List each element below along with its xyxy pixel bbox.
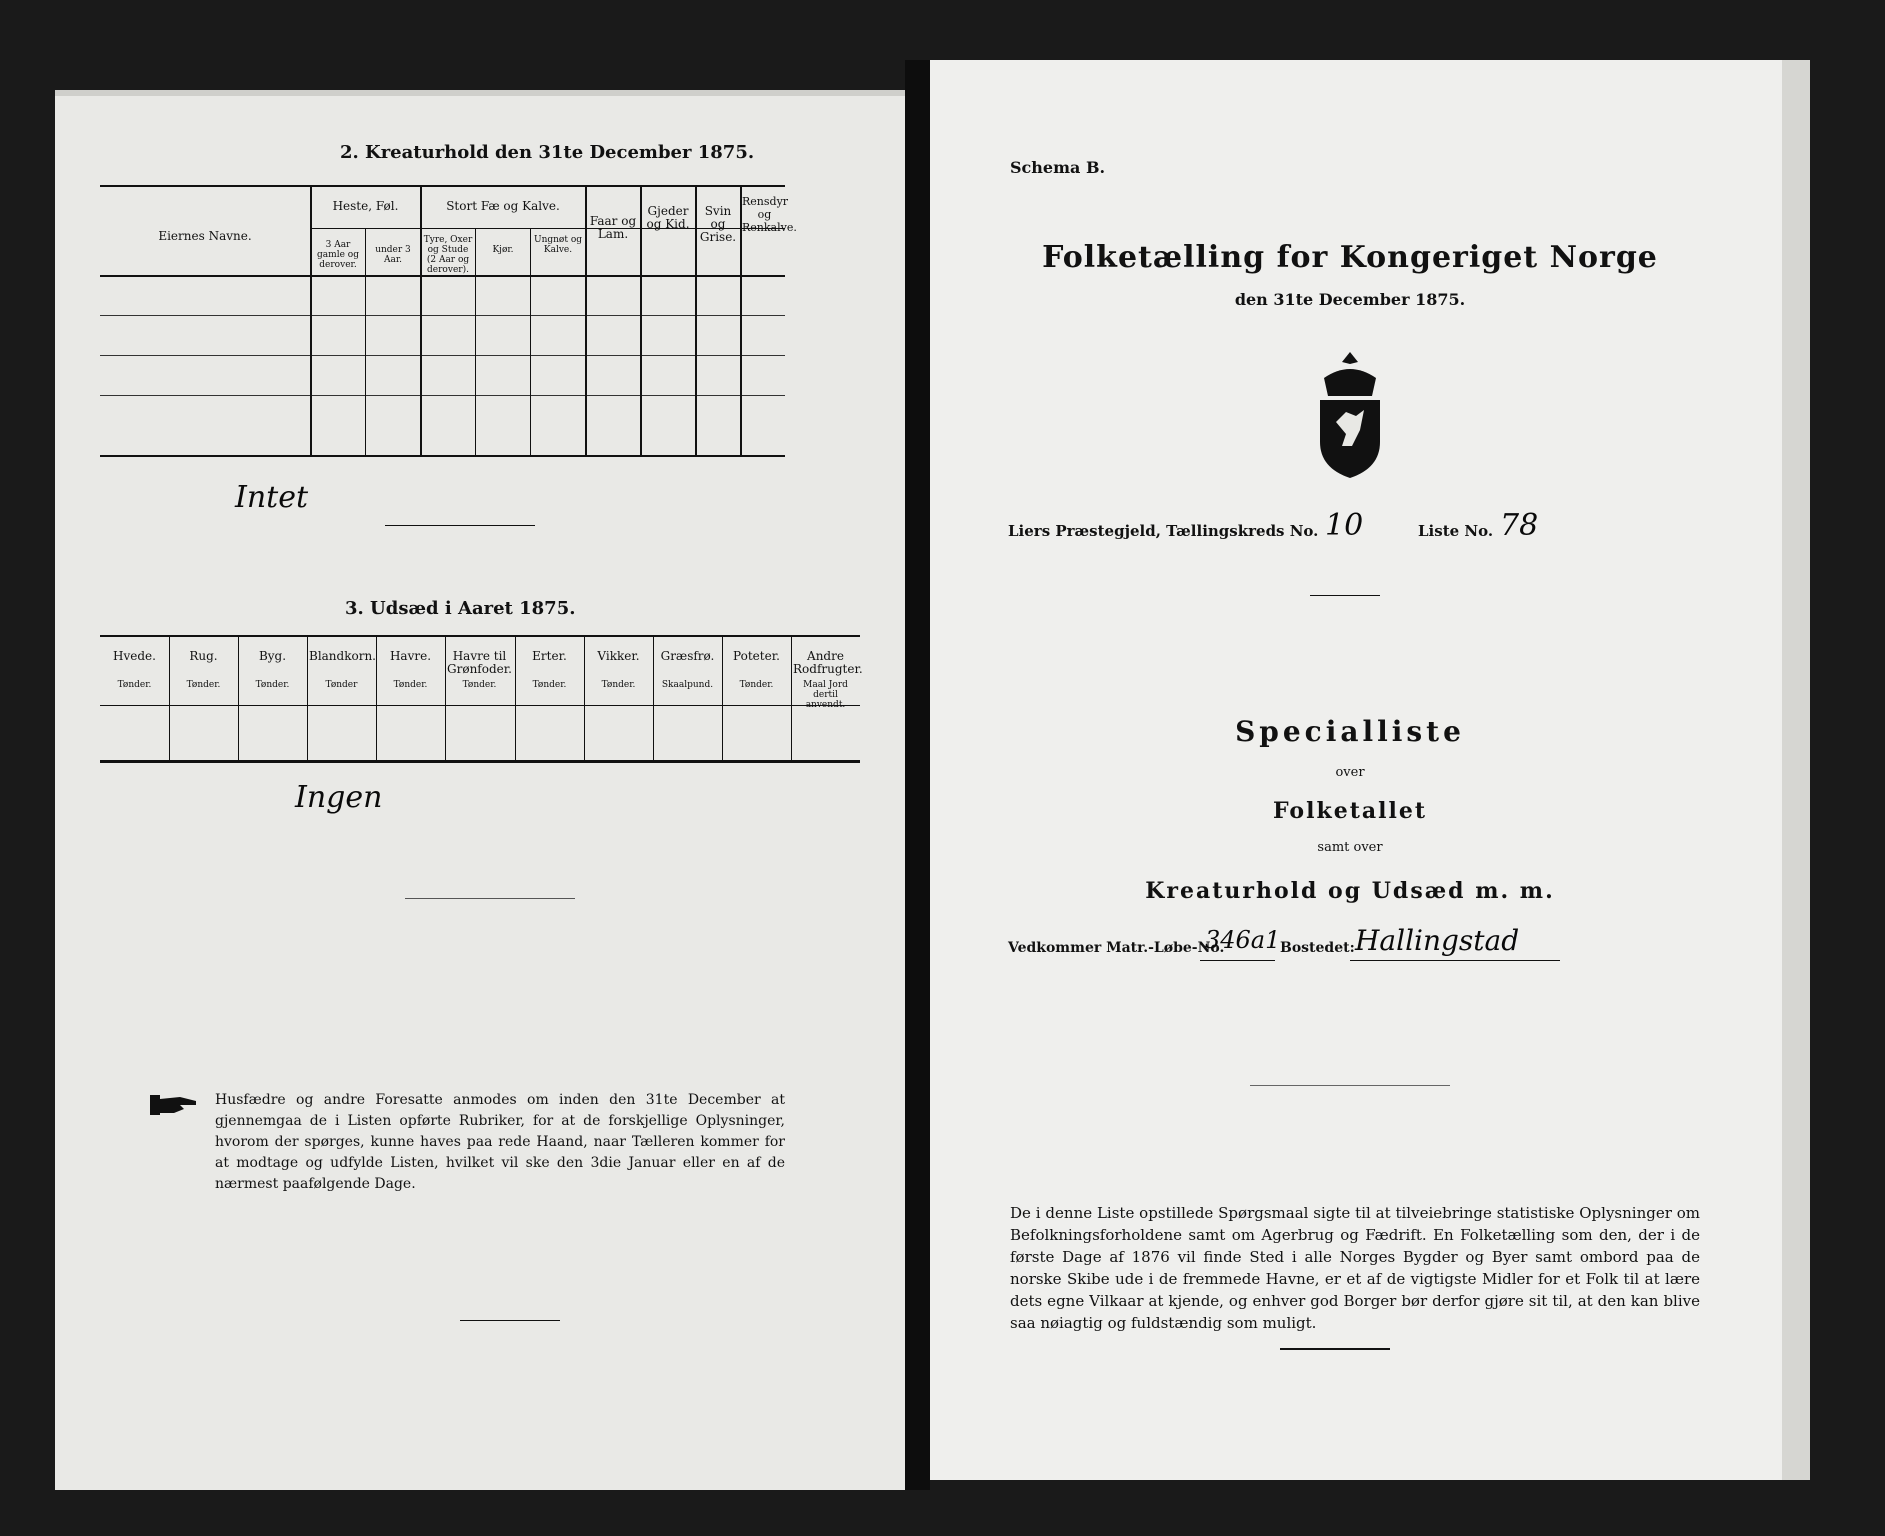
table2-col-divider — [475, 228, 476, 457]
table3-col-divider — [445, 635, 446, 763]
table3-col-divider — [307, 635, 308, 763]
underline — [1350, 960, 1560, 961]
table3-header-rule — [100, 705, 860, 706]
table3-col-unit: Tønder. — [117, 680, 152, 690]
liste-label: Liste No. — [1418, 522, 1494, 540]
horses-young-header: under 3 Aar. — [375, 245, 411, 265]
horses-group-header: Heste, Føl. — [332, 199, 399, 213]
over-text: over — [1335, 765, 1365, 780]
table3-col-divider — [238, 635, 239, 763]
table3-col-unit: Tønder. — [739, 680, 774, 690]
page-edge — [1782, 60, 1810, 1480]
schema-label: Schema B. — [1010, 158, 1106, 177]
table3-col-unit: Tønder. — [601, 680, 636, 690]
table3-col-name: Hvede. — [113, 649, 156, 663]
reindeer-header: Rensdyr og Renkalve. — [742, 195, 797, 234]
liste-number: 78 — [1500, 508, 1539, 543]
separator-rule — [1280, 1348, 1390, 1350]
table3-col-name: Græsfrø. — [660, 649, 715, 663]
table2-col-divider — [530, 228, 531, 457]
book-binding — [905, 60, 930, 1490]
table3-col-unit: Tønder. — [462, 680, 497, 690]
section3-title: 3. Udsæd i Aaret 1875. — [345, 598, 576, 619]
table3-col-unit: Skaalpund. — [661, 680, 714, 690]
table3-col-unit: Maal Jord dertil anvendt. — [803, 680, 848, 710]
coat-of-arms-icon — [1312, 350, 1388, 484]
table2-row-line — [100, 395, 785, 396]
matr-label: Vedkommer Matr.-Løbe-No. — [1008, 940, 1225, 956]
horses-old-header: 3 Aar gamle og derover. — [317, 240, 359, 270]
bulls-header: Tyre, Oxer og Stude (2 Aar og derover). — [423, 235, 473, 275]
table3-col-divider — [653, 635, 654, 763]
goats-header: Gjeder og Kid. — [646, 204, 690, 231]
cows-header: Kjør. — [492, 245, 514, 255]
kreds-number: 10 — [1325, 508, 1364, 543]
calves-header: Ungnøt og Kalve. — [533, 235, 582, 255]
right-page — [930, 60, 1810, 1480]
explanation-paragraph: De i denne Liste opstillede Spørgsmaal sigte til at tilveiebringe statistiske Oplysninger om Befolkningsforholdene samt om Agerbrug og Fædrift. En Folketælling som den, der i de første Dage af 1876 vil finde Sted i alle Norges Bygder og Byer samt ombord paa de norske Skibe ude i de fremmede Havne, er et af de vigtigste Midler for et Folk til at lære dets egne Vilkaar at kjende, og enhver god Borger bør derfor gjøre sit til, at den kan blive saa nøiagtig og fuldstændig som muligt. — [1010, 1204, 1700, 1332]
specialliste-heading: Specialliste — [1235, 715, 1465, 748]
cattle-group-header: Stort Fæ og Kalve. — [446, 199, 560, 213]
table3-col-divider — [376, 635, 377, 763]
table2-bottom-rule — [100, 455, 785, 457]
handwritten-ingen: Ingen — [295, 780, 383, 815]
table3-col-name: Havre. — [389, 649, 432, 663]
table2-col-divider — [310, 185, 312, 457]
table3-col-name: Poteter. — [733, 649, 780, 663]
table3-col-name: Blandkorn. — [309, 649, 376, 663]
main-title: Folketælling for Kongeriget Norge — [1042, 240, 1658, 275]
separator-rule — [405, 898, 575, 899]
section2-title: 2. Kreaturhold den 31te December 1875. — [340, 142, 755, 163]
sheep-header: Faar og Lam. — [589, 214, 637, 241]
parish-label: Liers Præstegjeld, Tællingskreds No. — [1008, 522, 1319, 540]
table2-row-line — [100, 315, 785, 316]
left-page — [55, 90, 905, 1490]
owner-col-header: Eiernes Navne. — [158, 229, 252, 243]
table2-col-divider — [420, 185, 422, 457]
table2-row-line — [100, 355, 785, 356]
separator-rule — [385, 525, 535, 526]
table3-bottom-rule — [100, 760, 860, 763]
bosted-label: Bostedet: — [1280, 940, 1355, 956]
pigs-header: Svin og Grise. — [699, 204, 737, 244]
table3-col-divider — [169, 635, 170, 763]
underline — [1200, 960, 1275, 961]
separator-rule — [1250, 1085, 1450, 1086]
table3-col-divider — [515, 635, 516, 763]
table3-col-name: Erter. — [532, 649, 567, 663]
table2-top-rule — [100, 185, 785, 187]
table3-col-name: Vikker. — [597, 649, 640, 663]
table3-col-name: Andre Rodfrugter. — [793, 649, 863, 676]
kreaturhold-heading: Kreaturhold og Udsæd m. m. — [1145, 878, 1555, 904]
table3-col-unit: Tønder. — [186, 680, 221, 690]
table3-col-unit: Tønder. — [393, 680, 428, 690]
table3-top-rule — [100, 635, 860, 637]
separator-rule — [1310, 595, 1380, 596]
table3-col-divider — [791, 635, 792, 763]
separator-rule — [460, 1320, 560, 1321]
table2-col-divider — [640, 185, 642, 457]
table2-header-rule — [100, 275, 785, 277]
bosted-value: Hallingstad — [1355, 924, 1520, 957]
handwritten-intet: Intet — [235, 480, 309, 515]
table3-col-name: Byg. — [258, 649, 287, 663]
table3-col-name: Rug. — [189, 649, 218, 663]
matr-number: 346a1 — [1205, 926, 1281, 954]
table2-col-divider — [585, 185, 587, 457]
table2-col-divider — [365, 228, 366, 457]
subtitle: den 31te December 1875. — [1234, 290, 1466, 309]
samt-over-text: samt over — [1317, 840, 1383, 855]
page-edge — [55, 90, 905, 96]
table3-col-unit: Tønder. — [532, 680, 567, 690]
table3-col-name: Havre til Grønfoder. — [447, 649, 512, 676]
pointing-hand-icon — [150, 1093, 200, 1121]
folketallet-heading: Folketallet — [1273, 798, 1427, 824]
table3-col-divider — [584, 635, 585, 763]
table3-col-unit: Tønder. — [255, 680, 290, 690]
table3-col-unit: Tønder — [325, 680, 358, 690]
table3-col-divider — [722, 635, 723, 763]
notice-paragraph: Husfædre og andre Foresatte anmodes om inden den 31te December at gjennemgaa de i Listen opførte Rubriker, for at de forskjellige Oplysninger, hvorom der spørges, kunne haves paa rede Haand, naar Tælleren kommer for at modtage og udfylde Listen, hvilket vil ske den 3die Januar eller en af de nærmest paafølgende Dage. — [215, 1092, 785, 1192]
